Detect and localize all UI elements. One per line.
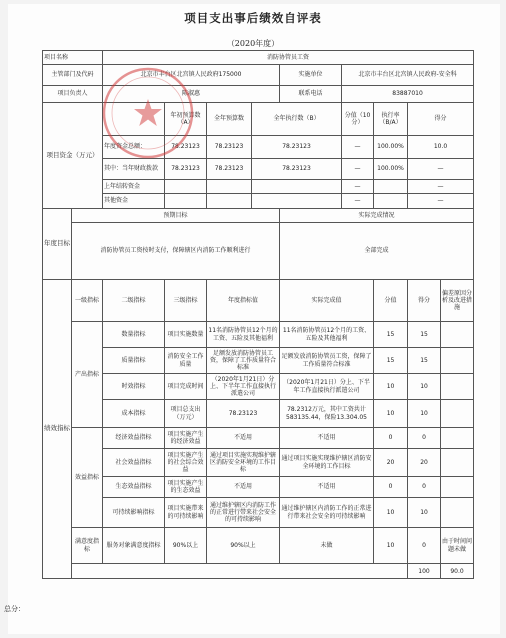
perf-header-l1: 一级指标 xyxy=(72,280,103,322)
project-name-label: 项目名称 xyxy=(43,51,103,65)
perf-l2: 经济效益指标 xyxy=(103,428,165,449)
funds-header-full: 全年预算数 xyxy=(207,103,252,136)
perf-header-score: 分值 xyxy=(374,280,408,322)
funds-row-full: 78.23123 xyxy=(207,136,252,159)
perf-actual: （2020年1月21日）分上、下半年工作直接执行派遣公司 xyxy=(280,374,374,400)
perf-l2: 质量指标 xyxy=(103,348,165,374)
funds-row-plan: 78.23123 xyxy=(165,136,207,159)
funds-header-rate: 执行率（B/A） xyxy=(374,103,408,136)
perf-target: 不适用 xyxy=(207,477,280,498)
perf-score: 10 xyxy=(374,374,408,400)
perf-l3: 90%以上 xyxy=(165,528,207,564)
perf-header-reason: 偏差原因分析及改进措施 xyxy=(441,280,474,322)
funds-row-get: — xyxy=(408,159,474,180)
perf-actual: 通过维护辖区内消防工作的正常进行带来社会安全的可持续影响 xyxy=(280,498,374,528)
perf-l3: 项目完成时间 xyxy=(165,374,207,400)
perf-get: 10 xyxy=(408,400,441,428)
perf-actual: 足额发放消防协管员工资，保障了工作质量符合标准 xyxy=(280,348,374,374)
perf-l2: 社会效益指标 xyxy=(103,449,165,477)
perf-target: 通过项目实施实现维护辖区消防安全环境的工作目标 xyxy=(207,449,280,477)
funds-label: 项目资金（万元） xyxy=(43,103,103,209)
benefit-label: 效益指标 xyxy=(72,428,103,528)
perf-l3: 项目实施数量 xyxy=(165,322,207,348)
perf-actual: 不适用 xyxy=(280,477,374,498)
perf-target: （2020年1月21日）分上、下半年工作直接执行派遣公司 xyxy=(207,374,280,400)
funds-row-rate xyxy=(374,180,408,194)
perf-target: 11名消防协管员12个月的工资、五险及其他福利 xyxy=(207,322,280,348)
perf-actual: 不适用 xyxy=(280,428,374,449)
goal-actual-text: 全部完成 xyxy=(280,223,474,280)
perf-get: 0 xyxy=(408,477,441,498)
perf-l3: 项目实施产生的经济效益 xyxy=(165,428,207,449)
perf-l3: 项目实施产生的生态效益 xyxy=(165,477,207,498)
perf-header-target: 年度指标值 xyxy=(207,280,280,322)
funds-row-exec xyxy=(252,180,342,194)
perf-header-l3: 三级指标 xyxy=(165,280,207,322)
funds-row-full xyxy=(207,194,252,209)
perf-reason xyxy=(441,498,474,528)
funds-row-get: 10.0 xyxy=(408,136,474,159)
total-get: 90.0 xyxy=(441,564,474,579)
funds-row-score: — xyxy=(342,136,374,159)
perf-header-get: 得分 xyxy=(408,280,441,322)
perf-score: 0 xyxy=(374,477,408,498)
leader-label: 项目负责人 xyxy=(43,86,103,103)
output-label: 产出指标 xyxy=(72,322,103,428)
phone-value: 83887010 xyxy=(342,86,474,103)
perf-label: 绩效指标 xyxy=(43,280,72,579)
perf-l3: 项目实施产生的社会综合效益 xyxy=(165,449,207,477)
perf-l2: 成本指标 xyxy=(103,400,165,428)
perf-target: 通过维护辖区内消防工作的正常进行带来社会安全的可持续影响 xyxy=(207,498,280,528)
funds-row-score: — xyxy=(342,180,374,194)
funds-row-score: — xyxy=(342,194,374,209)
project-name-value: 消防协管员工资 xyxy=(103,51,474,65)
perf-get: 15 xyxy=(408,322,441,348)
funds-row-exec: 78.23123 xyxy=(252,159,342,180)
perf-score: 10 xyxy=(374,498,408,528)
dept-label: 主管部门及代码 xyxy=(43,65,103,86)
funds-row-rate xyxy=(374,194,408,209)
funds-row-full: 78.23123 xyxy=(207,159,252,180)
funds-row-exec: 78.23123 xyxy=(252,136,342,159)
total-score: 100 xyxy=(408,564,441,579)
perf-l3: 消防安全工作质量 xyxy=(165,348,207,374)
funds-row-plan: 78.23123 xyxy=(165,159,207,180)
page-subtitle: （2020年度） xyxy=(226,39,280,48)
perf-l2: 时效指标 xyxy=(103,374,165,400)
perf-target: 90%以上 xyxy=(207,528,280,564)
funds-header-blank xyxy=(103,103,165,136)
leader-value: 陈淑惠 xyxy=(103,86,280,103)
perf-reason xyxy=(441,322,474,348)
perf-get: 0 xyxy=(408,428,441,449)
perf-l2: 数量指标 xyxy=(103,322,165,348)
funds-row-get: — xyxy=(408,194,474,209)
perf-score: 0 xyxy=(374,428,408,449)
evaluation-table xyxy=(42,50,473,579)
funds-row-full xyxy=(207,180,252,194)
funds-row-plan xyxy=(165,180,207,194)
total-spacer xyxy=(72,564,408,579)
perf-target: 不适用 xyxy=(207,428,280,449)
goal-actual-header: 实际完成情况 xyxy=(280,209,474,223)
perf-reason xyxy=(441,400,474,428)
perf-get: 15 xyxy=(408,348,441,374)
perf-actual: 通过项目实施实现维护辖区消防安全环境的工作目标 xyxy=(280,449,374,477)
perf-score: 10 xyxy=(374,528,408,564)
phone-label: 联系电话 xyxy=(280,86,342,103)
perf-score: 15 xyxy=(374,348,408,374)
perf-get: 20 xyxy=(408,449,441,477)
funds-row-get: — xyxy=(408,180,474,194)
perf-reason xyxy=(441,449,474,477)
perf-actual: 78.2312万元，其中工资共计583135.44，保险13.304.05 xyxy=(280,400,374,428)
goal-label: 年度目标 xyxy=(43,209,72,280)
funds-row-rate: 100.00% xyxy=(374,159,408,180)
perf-reason xyxy=(441,348,474,374)
perf-get: 0 xyxy=(408,528,441,564)
perf-l2: 可持续影响指标 xyxy=(103,498,165,528)
funds-row-name: 年度资金总额： xyxy=(103,136,165,159)
satisfy-label: 满意度指标 xyxy=(72,528,103,564)
funds-row-plan xyxy=(165,194,207,209)
perf-l3: 项目实施带来的可持续影响 xyxy=(165,498,207,528)
goal-expected-header: 预期目标 xyxy=(72,209,280,223)
funds-header-score: 分值（10分） xyxy=(342,103,374,136)
perf-header-l2: 二级指标 xyxy=(103,280,165,322)
perf-score: 10 xyxy=(374,400,408,428)
funds-row-exec xyxy=(252,194,342,209)
perf-reason xyxy=(441,374,474,400)
funds-header-get: 得分 xyxy=(408,103,474,136)
funds-row-rate: 100.00% xyxy=(374,136,408,159)
perf-l2: 生态效益指标 xyxy=(103,477,165,498)
dept-value: 北京市丰台区北宫镇人民政府175000 xyxy=(103,65,280,86)
funds-header-plan: 年初预算数（A） xyxy=(165,103,207,136)
perf-l2: 服务对象满意度指标 xyxy=(103,528,165,564)
goal-expected-text: 消防协管员工资按时支付，保障辖区内消防工作顺利进行 xyxy=(72,223,280,280)
impl-label: 实施单位 xyxy=(280,65,342,86)
impl-value: 北京市丰台区北宫镇人民政府-安全科 xyxy=(342,65,474,86)
perf-score: 15 xyxy=(374,322,408,348)
funds-row-name: 上年结转资金 xyxy=(103,180,165,194)
perf-header-actual: 实际完成值 xyxy=(280,280,374,322)
perf-get: 10 xyxy=(408,374,441,400)
perf-actual: 11名消防协管员12个月的工资、五险及其他福利 xyxy=(280,322,374,348)
total-label: 总分： xyxy=(4,605,25,613)
perf-score: 20 xyxy=(374,449,408,477)
perf-get: 10 xyxy=(408,498,441,528)
funds-row-name: 其他资金 xyxy=(103,194,165,209)
perf-reason xyxy=(441,477,474,498)
funds-row-score: — xyxy=(342,159,374,180)
perf-reason: 由于时间问题未做 xyxy=(441,528,474,564)
perf-target: 78.23123 xyxy=(207,400,280,428)
perf-l3: 项目总支出（万元） xyxy=(165,400,207,428)
perf-target: 足额发放消防协管员工资，保障了工作质量符合标准 xyxy=(207,348,280,374)
funds-header-exec: 全年执行数（B） xyxy=(252,103,342,136)
perf-actual: 未做 xyxy=(280,528,374,564)
page-title: 项目支出事后绩效自评表 xyxy=(184,11,322,25)
funds-row-name: 其中：当年财政拨款 xyxy=(103,159,165,180)
perf-reason xyxy=(441,428,474,449)
